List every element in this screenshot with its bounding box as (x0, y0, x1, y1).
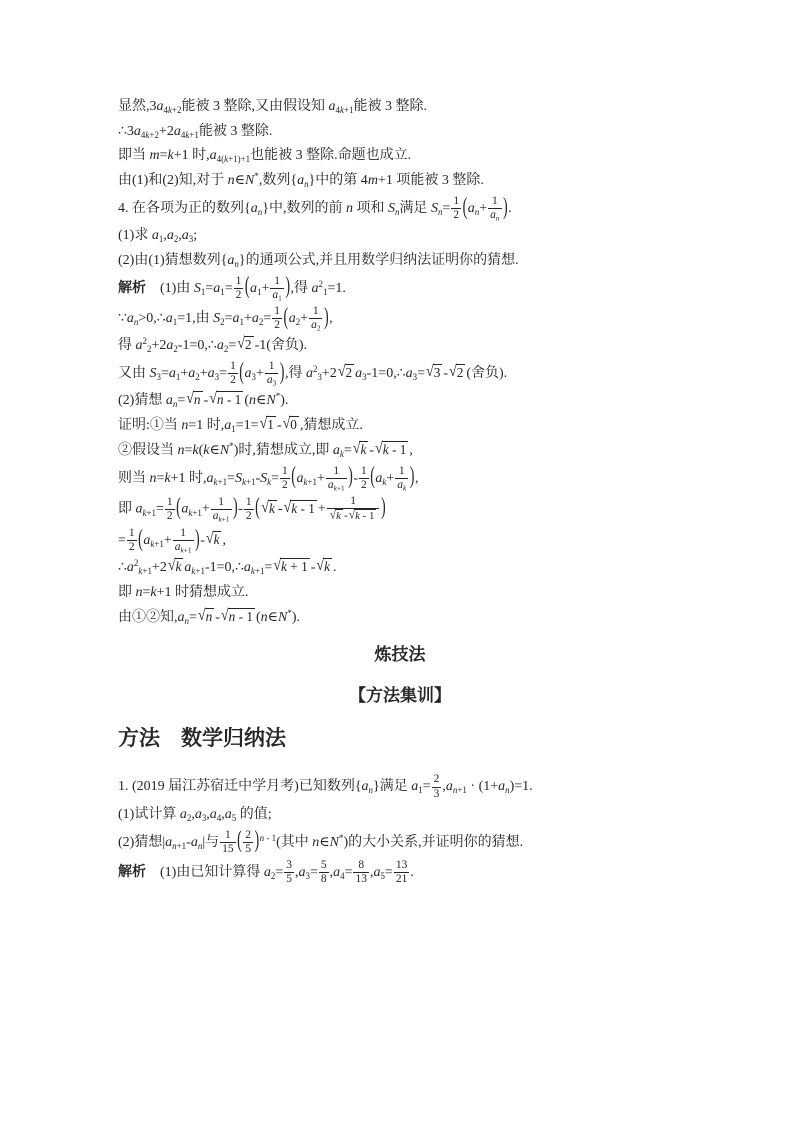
subscript: n+1 (172, 840, 187, 851)
problem-1-part1: (1)试计算 $a_2,a_3,a_4,a_5$ 的值; (118, 806, 272, 823)
solution-4-step2: $\because a_n>0,\therefore a_1=1$,由 $S_2=a_1+a_2=$ $\frac{1}{2}$ ($a_2+$ $\frac{1}{a_2}$ ), (118, 305, 682, 332)
fraction (270, 275, 283, 302)
fraction (265, 360, 278, 387)
fraction-denominator: $a_n$ (490, 208, 500, 223)
fraction-numerator: 1 (265, 360, 278, 374)
subscript: 5 (231, 812, 237, 823)
sqrt-expression (168, 557, 184, 579)
subscript: 2 (295, 316, 301, 327)
radicand: 2 (244, 337, 252, 353)
sqrt-expression (353, 440, 369, 462)
radicand: k - 1 (291, 500, 315, 516)
fraction-denominator: 2 (361, 478, 367, 491)
subscript: 1 (278, 293, 282, 303)
fraction (319, 859, 329, 886)
big-paren: ( (370, 464, 375, 491)
subscript: k (382, 476, 387, 487)
subscript: 2 (270, 870, 276, 881)
radicand: k (324, 559, 330, 575)
fraction-numerator: 1 (280, 465, 290, 479)
fraction (327, 495, 380, 524)
subscript: 3 (412, 372, 418, 383)
big-paren: ) (348, 464, 353, 491)
subscript: 1 (220, 286, 225, 297)
fraction (127, 527, 137, 554)
radical-sign-icon: √ (283, 499, 292, 517)
subscript: k+1 (250, 566, 265, 577)
fraction (243, 829, 253, 856)
subscript: k+1 (180, 545, 192, 555)
sqrt-expression (273, 557, 309, 579)
fraction-denominator: 5 (286, 873, 292, 886)
superscript: * (254, 171, 259, 182)
fraction-numerator: 1 (228, 360, 238, 374)
subscript: 4k+2 (163, 105, 182, 116)
sqrt-expression (375, 440, 408, 462)
proof-divisible-line1: 显然$,3a_{4k+2}$能被 3 整除,又由假设知 $a_{4k+1}$能被 3 整除. (118, 99, 427, 116)
sqrt-expression (209, 390, 243, 412)
solution-1-step1: 解析 (1)由已知计算得 $a_2=$ $\frac{3}{5}$ $,a_3=$ $\frac{5}{8}$ $,a_4=$ $\frac{8}{13}$ $,a_5=$ $\frac{13}{21}$ . (118, 858, 414, 886)
superscript: 2 (142, 336, 147, 347)
subscript: 4(k+1)+1 (216, 154, 251, 165)
solution-4-step1: 解析 (1)由 $S_1=a_1=$ $\frac{1}{2}$ ($a_1+$ $\frac{1}{a_1}$ ),得 $a^2_1=1$. (118, 275, 682, 302)
radical-sign-icon: √ (237, 336, 245, 353)
subscript: 3 (317, 372, 322, 383)
fraction (326, 465, 347, 492)
fraction-numerator: 1 (488, 195, 501, 209)
fraction (451, 195, 461, 222)
subscript: n (368, 785, 374, 796)
subscript: 1 (175, 372, 181, 383)
radical-sign-icon: √ (197, 607, 206, 625)
fraction (359, 465, 369, 492)
big-paren: ) (409, 464, 415, 491)
fraction (280, 465, 290, 492)
problem-4-stem: 4. 在各项为正的数列$\{a_n\}$中,数列的前 n 项和 $S_n$满足 $S_n=$ $\frac{1}{2}$ ($a_n+$ $\frac{1}{a_n}$ ). (118, 195, 682, 222)
subscript: 3 (251, 372, 256, 383)
fraction-denominator: 13 (355, 873, 367, 886)
sqrt-expression (206, 530, 222, 552)
subscript: 2 (223, 344, 229, 355)
radical-sign-icon: √ (259, 415, 268, 433)
big-paren: ( (255, 495, 260, 522)
big-paren: ( (244, 274, 250, 301)
subscript: 2 (173, 344, 178, 355)
radicand: n - 1 (228, 608, 253, 624)
subscript: n (133, 316, 139, 327)
subscript: n (505, 785, 510, 796)
radicand: k - 1 (355, 510, 375, 523)
superscript: * (287, 607, 292, 618)
fraction-numerator: 13 (394, 859, 409, 873)
fraction-denominator: 2 (274, 319, 281, 332)
radicand: k - 1 (382, 441, 407, 457)
radical-sign-icon: √ (167, 557, 176, 575)
sqrt-expression (349, 509, 377, 524)
subscript: k (339, 448, 344, 459)
sqrt-expression (449, 363, 465, 385)
radicand: 2 (456, 364, 464, 380)
fraction-numerator: 1 (173, 527, 194, 541)
subscript: 1 (172, 316, 178, 327)
big-paren: ) (503, 195, 508, 221)
proof-divisible-line2: $\therefore 3a_{4k+2}+2a_{4k+1}$能被 3 整除. (118, 123, 273, 140)
section-heading-method-training: 【方法集训】 (349, 685, 451, 705)
solution-4-step4: 又由 $S_3=a_1+a_2+a_3=$ $\frac{1}{2}$ ($a_3+$ $\frac{1}{a_3}$ ),得 $a^2_3+2√2$ $a_3-1=0,\therefore a_3=√3$ -√2 (舍负). (118, 360, 682, 387)
subscript: k+1 (303, 476, 317, 487)
fraction-denominator: 2 (166, 509, 173, 522)
radicand: 0 (290, 417, 297, 433)
radical-sign-icon: √ (186, 391, 194, 408)
big-paren: ) (279, 360, 285, 386)
big-paren: ) (285, 274, 290, 301)
fraction-numerator: 8 (353, 859, 368, 873)
big-paren: ( (283, 305, 289, 331)
sqrt-expression (330, 509, 343, 524)
radical-sign-icon: √ (337, 363, 346, 381)
big-paren: ) (233, 495, 238, 522)
fraction-denominator: 2 (282, 478, 288, 491)
sqrt-expression (198, 607, 214, 629)
subscript: 1 (200, 286, 206, 297)
subscript: 3 (272, 378, 277, 388)
fraction (228, 360, 238, 387)
subscript: 2 (146, 344, 152, 355)
subscript: 3 (188, 234, 194, 245)
subscript: k+1 (333, 483, 345, 493)
solution-4-induction-hypothesis: ②假设当 n=k(k∈N*)时,猜想成立,即 $a_k=√k$ -√k - 1 , (118, 440, 682, 462)
subscript: 1 (418, 785, 423, 796)
radicand: n (193, 392, 201, 408)
big-paren: ) (254, 828, 260, 855)
proof-divisible-conclusion: 由(1)和(2)知,对于 n∈N*,数列$\{a_n\}$中的第 4m+1 项能被 3 整除. (118, 171, 484, 190)
fraction-denominator: 2 (245, 509, 252, 522)
subscript: 1 (239, 316, 244, 327)
fraction (234, 275, 244, 302)
subscript: 3 (362, 372, 367, 383)
radical-sign-icon: √ (375, 440, 383, 458)
fraction (244, 496, 254, 523)
radical-sign-icon: √ (329, 508, 337, 522)
radical-sign-icon: √ (205, 530, 214, 548)
fraction (220, 829, 235, 856)
subscript: k (267, 476, 272, 487)
superscript: * (338, 832, 344, 843)
subscript: n (197, 840, 203, 851)
solution-4-induction-step2: 即 $a_{k+1}=$ $\frac{1}{2}$ ($a_{k+1}+$ $\frac{1}{a_{k+1}}$ )- $\frac{1}{2}$ ( √k -√k - 1 + $\frac{1}{√k -√k - 1}$ ) (118, 495, 682, 524)
fraction-denominator: 5 (245, 842, 251, 855)
big-paren: ( (176, 495, 181, 522)
fraction-denominator: $a_1$ (272, 288, 282, 303)
radical-sign-icon: √ (316, 557, 325, 575)
problem-4-part2: (2)由(1)猜想数列$\{a_n\}$的通项公式,并且用数学归纳法证明你的猜想. (118, 252, 519, 269)
radicand: 3 (433, 364, 441, 380)
method-title: 方法 数学归纳法 (118, 726, 286, 750)
fraction-denominator: $a_k$ (397, 478, 407, 493)
subscript: n (495, 213, 500, 223)
radical-sign-icon: √ (273, 557, 282, 575)
subscript: k+1 (213, 476, 228, 487)
big-paren: ( (237, 828, 242, 855)
radicand: k (268, 500, 275, 516)
subscript: 2 (316, 323, 321, 333)
big-paren: ( (291, 464, 296, 491)
fraction-denominator: 3 (433, 787, 440, 800)
radicand: k + 1 (281, 559, 308, 575)
sqrt-expression (283, 415, 299, 437)
fraction (395, 465, 408, 492)
sqrt-expression (261, 499, 277, 521)
fraction-denominator: 2 (128, 540, 135, 553)
fraction-numerator: 1 (270, 275, 283, 289)
subscript: k+1 (188, 507, 202, 518)
fraction (488, 195, 501, 222)
radical-sign-icon: √ (348, 508, 356, 522)
subscript: k+1 (138, 566, 152, 577)
subscript: 3 (201, 812, 207, 823)
subscript: n (394, 206, 400, 217)
subscript: 4k+2 (140, 129, 159, 140)
superscript: 2 (318, 278, 323, 289)
subscript: 5 (380, 870, 385, 881)
sqrt-expression (284, 499, 317, 521)
subscript: 2 (186, 812, 192, 823)
radicand: k (213, 531, 220, 547)
solution-4-induction-conclusion: 即 n=k+1 时猜想成立. (118, 584, 249, 600)
superscript: 2 (312, 364, 318, 375)
radicand: k (175, 559, 182, 575)
fraction-numerator: 1 (451, 195, 461, 209)
fraction-numerator: 1 (309, 305, 322, 319)
problem-1-part2: (2)猜想$|a_{n+1}-a_n|$与 $\frac{1}{15}$ ( $\frac{2}{5}$ )$^{n - 1}$(其中 n∈N*)的大小关系,并证明你的猜想. (118, 829, 682, 856)
fraction (165, 496, 175, 523)
superscript: 2 (133, 558, 139, 569)
fraction-numerator: 1 (326, 465, 347, 479)
sqrt-expression (338, 363, 354, 385)
fraction (353, 859, 368, 886)
subscript: 4 (216, 812, 222, 823)
radicand: 1 (267, 417, 274, 433)
subscript: 2 (173, 234, 179, 245)
fraction-numerator: 3 (284, 859, 294, 873)
subscript: n (234, 258, 239, 269)
fraction-numerator: 1 (165, 496, 175, 510)
radical-sign-icon: √ (220, 607, 229, 625)
big-paren: ) (195, 527, 200, 553)
subscript: n (474, 206, 480, 217)
subscript: 4k+1 (335, 105, 354, 116)
sqrt-expression (260, 415, 276, 437)
radicand: n - 1 (216, 392, 242, 408)
fraction-numerator: 1 (220, 829, 235, 843)
proof-divisible-line3: 即当 m=k+1 时$,a_{4(k+1)+1}$也能被 3 整除.命题也成立. (118, 148, 412, 165)
fraction-numerator: 2 (243, 829, 253, 843)
document-body (118, 96, 682, 886)
subscript: 4 (340, 870, 345, 881)
problem-1-stem: 1. (2019 届江苏宿迁中学月考)已知数列$\{a_n\}$满足 $a_1=$ $\frac{2}{3}$ $,a_{n+1} \cdot (1+a_n)=1$. (118, 773, 533, 800)
radical-sign-icon: √ (352, 440, 361, 458)
subscript: k+1 (150, 538, 164, 549)
fraction-numerator: 1 (327, 495, 380, 509)
subscript: 1 (231, 424, 236, 435)
radical-sign-icon: √ (261, 499, 269, 517)
big-paren: ( (462, 195, 468, 221)
radical-sign-icon: √ (449, 363, 457, 381)
subscript: n (437, 206, 443, 217)
section-heading-skill: 炼技法 (374, 645, 426, 665)
fraction-denominator: 15 (222, 842, 234, 855)
subscript: 3 (305, 870, 310, 881)
fraction-numerator: 5 (319, 859, 329, 873)
fraction-denominator: 2 (235, 288, 242, 301)
fraction-numerator: 2 (432, 773, 442, 787)
superscript: n - 1 (259, 832, 277, 843)
subscript: 1 (158, 234, 164, 245)
radical-sign-icon: √ (426, 363, 434, 381)
fraction (309, 305, 322, 332)
sqrt-expression (426, 363, 442, 385)
bold-label: 解析 (118, 864, 146, 880)
fraction-numerator: 1 (359, 465, 369, 479)
big-paren: ( (138, 527, 143, 553)
subscript: 3 (214, 372, 220, 383)
subscript: 2 (220, 316, 225, 327)
fraction-denominator: 8 (320, 873, 327, 886)
solution-4-final-conclusion: 由①②知$,a_n=√n$ -√n - 1 (n∈N*). (118, 607, 682, 629)
fraction-numerator: 1 (272, 305, 282, 319)
fraction (211, 496, 232, 523)
solution-4-induction-step3: = $\frac{1}{2}$ ($a_{k+1}+$ $\frac{1}{a_{k+1}}$ )-√k , (118, 527, 682, 554)
fraction-numerator: 1 (234, 275, 244, 289)
fraction-denominator: $a_{k+1}$ (212, 509, 230, 524)
subscript: k+1 (142, 507, 157, 518)
fraction-denominator: √k -√k - 1 (329, 508, 375, 523)
subscript: 2 (195, 372, 200, 383)
bold-label: 解析 (118, 280, 146, 296)
subscript: 3 (156, 372, 161, 383)
subscript: 1 (257, 286, 262, 297)
subscript: n (257, 206, 263, 217)
subscript: k+1 (191, 566, 205, 577)
radicand: k (336, 510, 341, 523)
radicand: 2 (345, 364, 353, 380)
fraction-denominator: $a_2$ (311, 319, 321, 333)
fraction (394, 859, 409, 886)
solution-4-induction-step4: $\therefore a^2_{k+1}+2√k$ $a_{k+1}-1=0,\therefore a_{k+1}=√k + 1$ -√k . (118, 557, 682, 579)
big-paren: ( (239, 360, 244, 386)
big-paren: ) (323, 305, 329, 331)
fraction-denominator: $a_{k+1}$ (327, 478, 345, 493)
solution-4-step3: 得 $a^2_2+2a_2-1=0,\therefore a_2=√2$ -1(舍负). (118, 335, 682, 357)
fraction-numerator: 1 (127, 527, 137, 541)
subscript: 4k+1 (180, 129, 199, 140)
subscript: k (403, 483, 407, 493)
radicand: k (360, 441, 367, 457)
fraction (272, 305, 282, 332)
superscript: * (229, 440, 234, 451)
subscript: k+1 (241, 476, 256, 487)
fraction-denominator: $a_3$ (266, 374, 277, 388)
subscript: n (184, 615, 189, 626)
fraction (173, 527, 194, 554)
fraction-numerator: 1 (395, 465, 408, 479)
fraction-denominator: 2 (230, 374, 236, 387)
subscript: 2 (258, 316, 264, 327)
subscript: n+1 (452, 785, 467, 796)
fraction-denominator: $a_{k+1}$ (174, 540, 192, 555)
sqrt-expression (316, 557, 332, 579)
subscript: n (304, 179, 309, 190)
solution-4-conjecture: (2)猜想 $a_n=√n$ -√n - 1 (n∈N*). (118, 390, 682, 412)
sqrt-expression (221, 607, 255, 629)
fraction (432, 773, 442, 800)
subscript: 1 (322, 286, 328, 297)
fraction-numerator: 1 (244, 496, 254, 510)
radical-sign-icon: √ (209, 391, 217, 408)
solution-4-induction-step1: 则当 n=k+1 时$,a_{k+1}=S_{k+1}-S_k=$ $\frac{1}{2}$ ($a_{k+1}+$ $\frac{1}{a_{k+1}}$ )- $\frac{1}{2}$ ($a_k+$ $\frac{1}{a_k}$ ), (118, 465, 682, 492)
radical-sign-icon: √ (282, 415, 291, 433)
fraction-numerator: 1 (211, 496, 232, 510)
big-paren: ) (380, 495, 386, 522)
radicand: n (205, 608, 213, 624)
fraction-denominator: 21 (395, 873, 408, 886)
solution-4-base-case: 证明:①当 n=1 时$,a_1=1=√1$ -√0 ,猜想成立. (118, 415, 682, 437)
subscript: k+1 (218, 514, 230, 524)
subscript: n (172, 399, 178, 410)
fraction-denominator: 2 (453, 208, 460, 221)
superscript: * (275, 391, 281, 402)
problem-4-part1: (1)求 $a_1,a_2,a_3$; (118, 228, 198, 245)
sqrt-expression (237, 335, 253, 357)
fraction (284, 859, 294, 886)
sqrt-expression (186, 390, 202, 412)
